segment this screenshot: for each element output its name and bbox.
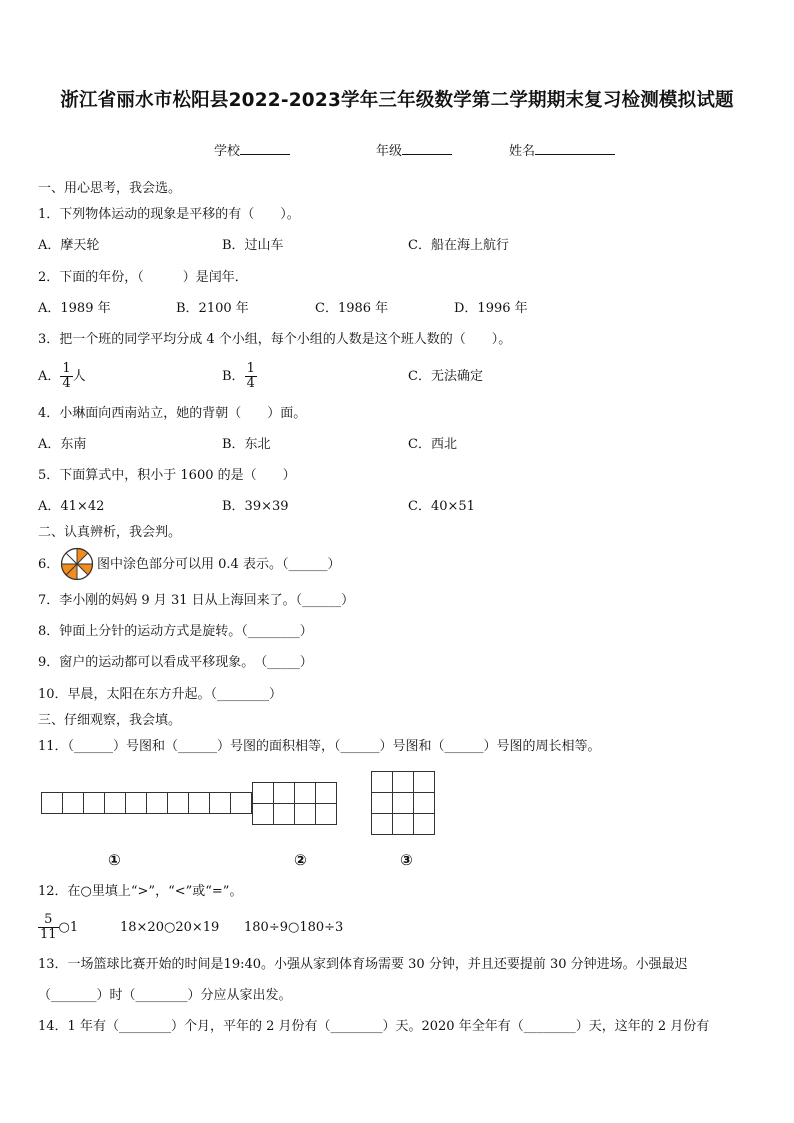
q2-option-d[interactable]: D．1996 年 <box>454 301 528 316</box>
q6-number: 6． <box>38 557 60 572</box>
figure-1-label: ① <box>108 851 121 869</box>
grade-label: 年级 <box>376 144 403 159</box>
question-2: 2．下面的年份，（ ）是闰年． <box>38 270 248 285</box>
question-8: 8．钟面上分针的运动方式是旋转。（________） <box>38 624 313 639</box>
q3-a-label: A． <box>38 369 61 384</box>
q1-option-b[interactable]: B．过山车 <box>222 238 284 253</box>
school-blank[interactable] <box>240 142 290 155</box>
q12-expression-3[interactable]: 180÷9○180÷3 <box>244 920 344 935</box>
q12-numerator: 5 <box>38 913 59 928</box>
question-1: 1．下列物体运动的现象是平移的有（ ）。 <box>38 207 300 222</box>
figure-2-grid <box>252 782 337 825</box>
question-3: 3．把一个班的同学平均分成 4 个小组，每个小组的人数是这个班人数的（ ）。 <box>38 332 512 347</box>
q12-fraction <box>38 913 59 942</box>
question-10: 10．早晨，太阳在东方升起。（________） <box>38 687 283 702</box>
q3-a-denominator: 4 <box>62 376 71 391</box>
q3-a-numerator: 1 <box>62 361 71 376</box>
question-14: 14．1 年有（________）个月，平年的 2 月份有（________）天。2020 年全年有（________）天，这年的 2 月份有 <box>38 1019 710 1034</box>
school-label: 学校 <box>214 144 241 159</box>
section-3-heading: 三、仔细观察，我会填。 <box>38 713 182 728</box>
q5-option-b[interactable]: B．39×39 <box>222 499 289 514</box>
q2-option-c[interactable]: C．1986 年 <box>315 301 389 316</box>
q12-denominator: 11 <box>40 927 57 942</box>
question-9: 9．窗户的运动都可以看成平移现象。 （_____） <box>38 655 313 670</box>
q3-option-b[interactable] <box>222 360 257 394</box>
question-4: 4．小琳面向西南站立，她的背朝（ ）面。 <box>38 406 307 421</box>
q5-option-a[interactable]: A．41×42 <box>38 499 105 514</box>
name-label: 姓名 <box>509 144 536 159</box>
section-1-heading: 一、用心思考，我会选。 <box>38 181 182 196</box>
section-2-heading: 二、认真辨析，我会判。 <box>38 525 182 540</box>
q12-expression-2[interactable]: 18×20○20×19 <box>120 920 220 935</box>
shaded-circle-figure <box>60 547 94 581</box>
page-title: 浙江省丽水市松阳县2022-2023学年三年级数学第二学期期末复习检测模拟试题 <box>60 90 734 111</box>
q4-option-c[interactable]: C．西北 <box>408 437 457 452</box>
figure-1-grid <box>41 792 252 814</box>
q3-option-a[interactable] <box>38 360 86 394</box>
question-5: 5．下面算式中，积小于 1600 的是（ ） <box>38 468 296 483</box>
question-7: 7．李小刚的妈妈 9 月 31 日从上海回来了。（______） <box>38 593 355 608</box>
q3-b-fraction <box>245 362 257 391</box>
question-11: 11．（______）号图和（______）号图的面积相等，（______）号图和（______）号图的周长相等。 <box>38 739 601 754</box>
q3-b-numerator: 1 <box>246 361 255 376</box>
q2-option-a[interactable]: A．1989 年 <box>38 301 111 316</box>
question-6: 图中涂色部分可以用 0.4 表示。（______） <box>97 557 341 572</box>
question-13-line-2: （_______）时（________）分应从家出发。 <box>38 988 292 1003</box>
q3-a-unit: 人 <box>72 369 86 384</box>
name-blank[interactable] <box>535 142 615 155</box>
figure-2-label: ② <box>294 851 307 869</box>
q1-option-c[interactable]: C．船在海上航行 <box>408 238 509 253</box>
figure-3-grid <box>371 771 435 835</box>
q1-option-a[interactable]: A．摩天轮 <box>38 238 100 253</box>
q12-compare-1: ○1 <box>58 920 79 935</box>
name-field[interactable] <box>509 140 615 159</box>
q3-a-fraction <box>60 362 72 391</box>
q3-b-label: B． <box>222 369 245 384</box>
q4-option-b[interactable]: B．东北 <box>222 437 271 452</box>
q3-option-c[interactable]: C．无法确定 <box>408 369 483 384</box>
q5-option-c[interactable]: C．40×51 <box>408 499 475 514</box>
question-13-line-1: 13．一场篮球比赛开始的时间是19:40。小强从家到体育场需要 30 分钟，并且还要提前 30 分钟进场。小强最迟 <box>38 957 688 972</box>
grade-field[interactable] <box>376 140 452 159</box>
q2-option-b[interactable]: B．2100 年 <box>176 301 249 316</box>
school-field[interactable] <box>214 140 290 159</box>
q3-b-denominator: 4 <box>246 376 255 391</box>
q12-expression-1[interactable] <box>38 910 78 946</box>
grade-blank[interactable] <box>402 142 452 155</box>
figure-3-label: ③ <box>400 851 413 869</box>
question-12: 12．在○里填上“>”，“<”或“=”。 <box>38 884 243 899</box>
q4-option-a[interactable]: A．东南 <box>38 437 87 452</box>
